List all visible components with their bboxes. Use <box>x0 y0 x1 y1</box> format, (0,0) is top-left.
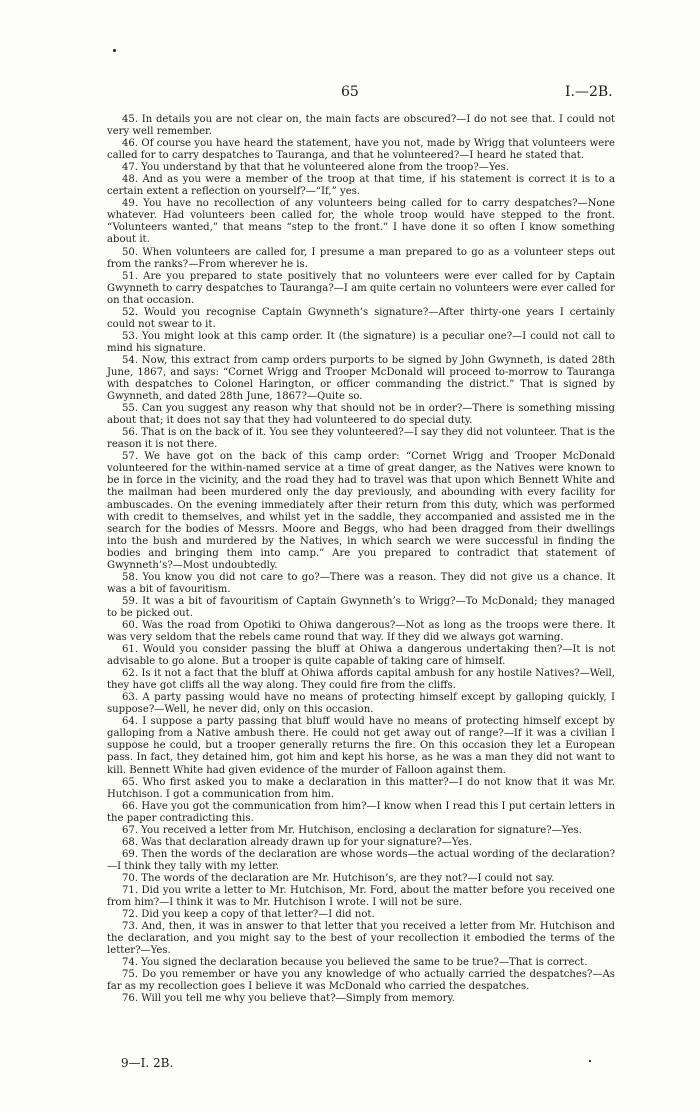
page-number: 65 <box>341 84 359 100</box>
question-answer-paragraph: 75. Do you remember or have you any knowledge of who actually carried the despatches?—As far as my recollection goes I believe it was McDonald who carried the despatches. <box>107 969 615 993</box>
evidence-text <box>107 114 615 1005</box>
question-answer-paragraph: 71. Did you write a letter to Mr. Hutchison, Mr. Ford, about the matter before you received one from him?—I think it was to Mr. Hutchison I wrote. I will not be sure. <box>107 885 615 909</box>
question-answer-paragraph: 68. Was that declaration already drawn up for your signature?—Yes. <box>122 836 473 848</box>
question-answer-paragraph: 66. Have you got the communication from him?—I know when I read this I put certain letters in the paper contradicting this. <box>107 800 615 824</box>
question-answer-paragraph: 52. Would you recognise Captain Gwynneth’s signature?—After thirty-one years I certainly could not swear to it. <box>107 306 615 330</box>
question-answer-paragraph: 72. Did you keep a copy of that letter?—I did not. <box>122 909 375 921</box>
question-answer-paragraph: 51. Are you prepared to state positively that no volunteers were ever called for by Captain Gwynneth to carry despatches to Tauranga?—I am quite certain no volunteers were ever called for on that occasion. <box>107 270 615 306</box>
question-answer-paragraph: 50. When volunteers are called for, I presume a man prepared to go as a volunteer steps out from the ranks?—From wherever he is. <box>107 246 615 270</box>
question-answer-paragraph: 60. Was the road from Opotiki to Ohiwa dangerous?—Not as long as the troops were there. It was very seldom that the rebels came round that way. If they did we always got warning. <box>107 619 615 644</box>
question-answer-paragraph: 57. We have got on the back of this camp order: “Cornet Wrigg and Trooper McDonald volunteered for the within-named service at a time of great danger, as the Natives were known to be in force in the vicinity, and the road they had to travel was that upon which Bennett White and the mailman had been murdered only the day previously, and abounding with every facility for ambuscades. On the evening immediately after their return from this duty, which was performed with credit to themselves, and whilst yet in the saddle, they accompanied and assisted me in the search for the bodies of Messrs. Moore and Beggs, who had been dragged from their dwellings into the bush and murdered by the Natives, in which search we were successful in finding the bodies and bringing them into camp.” Are you prepared to contradict that statement of Gwynneth’s?—Most undoubtedly. <box>107 451 615 571</box>
question-answer-paragraph: 73. And, then, it was in answer to that letter that you received a letter from Mr. Hutchison and the declaration, and you might say to the best of your recollection it embodied the terms of the letter?—Yes. <box>107 921 615 957</box>
question-answer-paragraph: 49. You have no recollection of any volunteers being called for to carry despatches?—None whatever. Had volunteers been called for, the whole troop would have stepped to the front. “Volunteers wanted,” that means “step to the front.” I have done it so often I know something about it. <box>107 198 615 246</box>
question-answer-paragraph: 53. You might look at this camp order. It (the signature) is a peculiar one?—I could not call to mind his signature. <box>107 330 615 354</box>
question-answer-paragraph: 62. Is it not a fact that the bluff at Ohiwa affords capital ambush for any hostile Natives?—Well, they have got cliffs all the way along. They could fire from the cliffs. <box>107 668 615 692</box>
question-answer-paragraph: 59. It was a bit of favouritism of Captain Gwynneth’s to Wrigg?—To McDonald; they managed to be picked out. <box>107 595 615 619</box>
question-answer-paragraph: 65. Who first asked you to make a declaration in this matter?—I do not know that it was Mr. Hutchison. I got a communication from him. <box>107 776 615 800</box>
question-answer-paragraph: 47. You understand by that that he volunteered alone from the troop?—Yes. <box>122 162 510 174</box>
question-answer-paragraph: 74. You signed the declaration because you believed the same to be true?—That is correct. <box>122 957 588 969</box>
question-answer-paragraph: 58. You know you did not care to go?—There was a reason. They did not give us a chance. It was a bit of favouritism. <box>107 571 615 595</box>
ink-mark <box>589 1060 591 1062</box>
question-answer-paragraph: 56. That is on the back of it. You see they volunteered?—I say they did not volunteer. That is the reason it is not there. <box>107 427 615 451</box>
question-answer-paragraph: 70. The words of the declaration are Mr. Hutchison’s, are they not?—I could not say. <box>122 872 555 884</box>
question-answer-paragraph: 63. A party passing would have no means of protecting himself except by galloping quickly, I suppose?—Well, he never did, only on this occasion. <box>107 692 615 716</box>
question-answer-paragraph: 48. And as you were a member of the troop at that time, if his statement is correct it is to a certain extent a reflection on yourself?—“If,” yes. <box>107 174 615 198</box>
question-answer-paragraph: 64. I suppose a party passing that bluff would have no means of protecting himself except by galloping from a Native ambush there. He could not get away out of range?—If it was a civilian I suppose he could, but a trooper generally returns the fire. On this occasion they let a European pass. In fact, they detained him, got him and kept his horse, as he was a man they did not want to kill. Bennett White had given evidence of the murder of Falloon against them. <box>107 716 615 776</box>
question-answer-paragraph: 61. Would you consider passing the bluff at Ohiwa a dangerous undertaking then?—It is not advisable to go alone. But a trooper is quite capable of taking care of himself. <box>107 644 615 668</box>
printer-signature-mark: 9—I. 2B. <box>121 1056 174 1070</box>
question-answer-paragraph: 69. Then the words of the declaration are whose words—the actual wording of the declaration?—I think they tally with my letter. <box>107 848 615 872</box>
document-reference: I.—2B. <box>565 84 613 100</box>
question-answer-paragraph: 45. In details you are not clear on, the main facts are obscured?—I do not see that. I could not very well remember. <box>107 114 615 138</box>
ink-dot <box>113 49 116 52</box>
question-answer-paragraph: 54. Now, this extract from camp orders purports to be signed by John Gwynneth, is dated 28th June, 1867, and says: “Cornet Wrigg and Trooper McDonald will proceed to-morrow to Tauranga with despatches to Colonel Harington, or officer commanding the district.” That is signed by Gwynneth, and dated 28th June, 1867?—Quite so. <box>107 354 615 403</box>
question-answer-paragraph: 46. Of course you have heard the statement, have you not, made by Wrigg that volunteers were called for to carry despatches to Tauranga, and that he volunteered?—I heard he stated that. <box>107 138 615 162</box>
question-answer-paragraph: 55. Can you suggest any reason why that should not be in order?—There is something missing about that; it does not say that they had volunteered to do special duty. <box>107 403 615 427</box>
question-answer-paragraph: 67. You received a letter from Mr. Hutchison, enclosing a declaration for signature?—Yes. <box>122 824 582 836</box>
question-answer-paragraph: 76. Will you tell me why you believe that?—Simply from memory. <box>122 993 456 1005</box>
